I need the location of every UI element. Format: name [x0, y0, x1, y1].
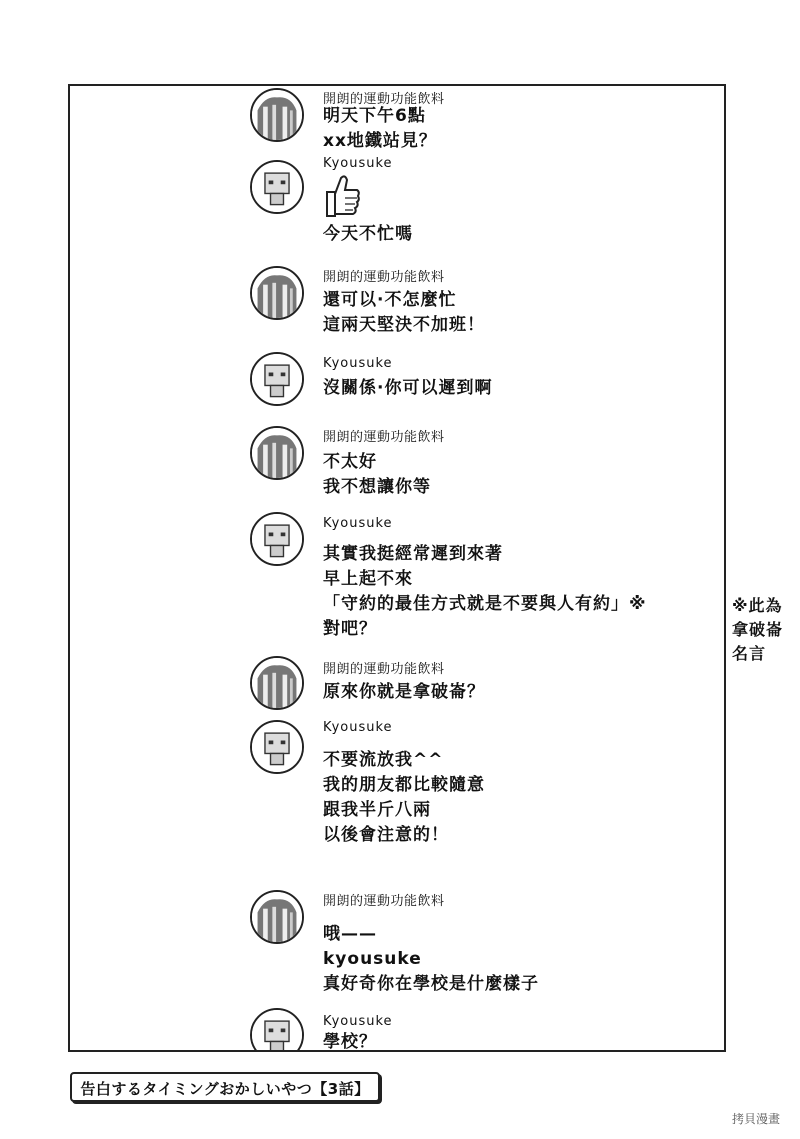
message-line: 沒關係·你可以遲到啊 [323, 378, 493, 398]
avatar-kyousuke [250, 160, 304, 214]
message-line: 不要流放我^^ [323, 750, 444, 770]
sender-name: 開朗的運動功能飲料 [323, 662, 445, 677]
note-line: 拿破崙 [732, 620, 784, 639]
avatar-drink [250, 426, 304, 480]
message-line: 我的朋友都比較隨意 [323, 775, 485, 795]
avatar-kyousuke [250, 512, 304, 566]
message-line: 這兩天堅決不加班！ [323, 315, 485, 335]
message-line: 哦—— [323, 924, 377, 944]
sender-name: Kyousuke [323, 516, 393, 531]
message-line: 不太好 [323, 452, 377, 472]
message-line: 跟我半斤八兩 [323, 800, 431, 820]
sender-name: Kyousuke [323, 156, 393, 171]
chat-panel [68, 84, 726, 1052]
message-line: 真好奇你在學校是什麼樣子 [323, 974, 539, 994]
sender-name: 開朗的運動功能飲料 [323, 92, 445, 107]
avatar-kyousuke [250, 352, 304, 406]
watermark: 拷貝漫畫 [732, 1112, 781, 1126]
message-line: 我不想讓你等 [323, 477, 431, 497]
sender-name: 開朗的運動功能飲料 [323, 270, 445, 285]
message-line: 明天下午6點 [323, 106, 426, 126]
avatar-kyousuke [250, 1008, 304, 1052]
avatar-drink [250, 266, 304, 320]
message-line: 其實我挺經常遲到來著 [323, 544, 503, 564]
sender-name: Kyousuke [323, 720, 393, 735]
message-line: xx地鐵站見？ [323, 131, 437, 151]
note-line: 名言 [732, 644, 767, 663]
message-line: 原來你就是拿破崙？ [323, 682, 485, 702]
avatar-kyousuke [250, 720, 304, 774]
avatar-drink [250, 656, 304, 710]
avatar-drink [250, 88, 304, 142]
message-line: 「守約的最佳方式就是不要與人有約」※ [323, 594, 647, 614]
message-line: 以後會注意的！ [323, 825, 449, 845]
chapter-title: 告白するタイミングおかしいやつ【3話】 [80, 1080, 370, 1098]
avatar-drink [250, 890, 304, 944]
thumbs-up-sticker-icon [323, 172, 361, 218]
chapter-title-box [70, 1072, 380, 1102]
message-line: 對吧？ [323, 619, 377, 639]
message-line: 早上起不來 [323, 569, 413, 589]
message-line: kyousuke [323, 949, 422, 969]
note-line: ※此為 [732, 596, 783, 615]
message-line: 學校？ [323, 1032, 377, 1052]
sender-name: 開朗的運動功能飲料 [323, 894, 445, 909]
message-line: 今天不忙嗎 [323, 224, 413, 244]
sender-name: 開朗的運動功能飲料 [323, 430, 445, 445]
translator-note [732, 594, 783, 666]
message-line: 還可以·不怎麼忙 [323, 290, 457, 310]
sender-name: Kyousuke [323, 356, 393, 371]
sender-name: Kyousuke [323, 1014, 393, 1029]
